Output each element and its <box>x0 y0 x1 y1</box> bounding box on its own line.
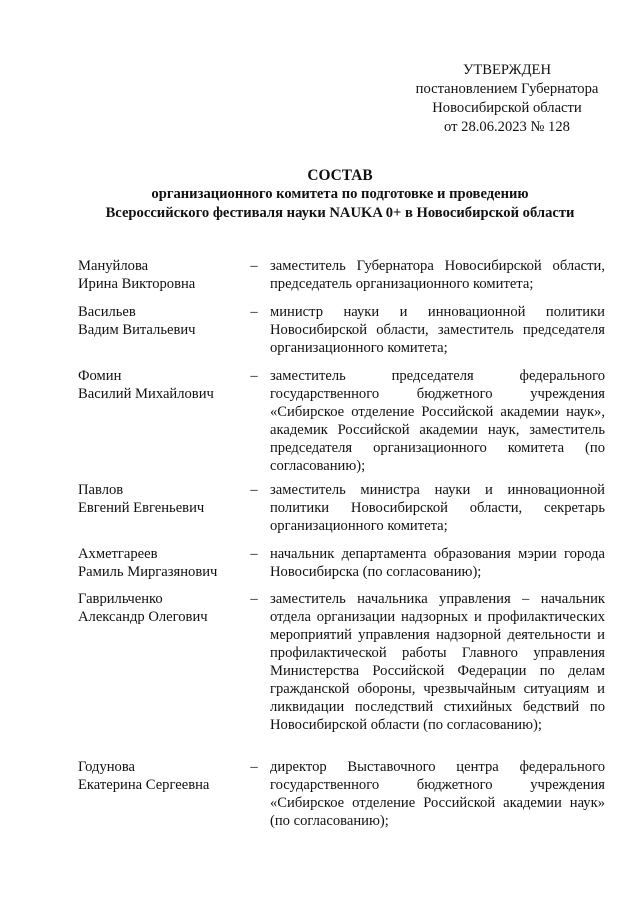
approval-line-2: постановлением Губернатора <box>415 81 599 97</box>
member-role: начальник департамента образования мэрии города Новосибирска (по согласованию); <box>270 546 605 580</box>
member-dash: – <box>250 759 258 775</box>
member-surname: Ахметгареев <box>78 546 158 562</box>
member-dash: – <box>250 304 258 320</box>
member-name <box>78 758 238 794</box>
approval-line-3: Новосибирской области <box>432 100 582 116</box>
member-surname: Мануйлова <box>78 258 149 274</box>
member-name <box>78 367 238 403</box>
member-dash: – <box>250 258 258 274</box>
member-role: министр науки и инновационной политики Новосибирской области, заместитель председателя организационного комитета; <box>270 304 605 356</box>
member-name <box>78 590 238 626</box>
member-surname: Павлов <box>78 482 124 498</box>
member-surname: Фомин <box>78 368 122 384</box>
member-role: заместитель председателя федерального государственного бюджетного учреждения «Сибирское отделение Российской академии наук», академик Российской академии наук, заместитель председателя организационного комитета (по согласованию); <box>270 368 605 474</box>
member-name <box>78 545 238 581</box>
member-given-name: Ирина Викторовна <box>78 276 196 292</box>
title-subtitle-1: организационного комитета по подготовке и проведению <box>151 186 529 202</box>
member-surname: Годунова <box>78 759 136 775</box>
member-given-name: Екатерина Сергеевна <box>78 777 210 793</box>
member-role: заместитель Губернатора Новосибирской области, председатель организационного комитета; <box>270 258 605 292</box>
approval-line-4: от 28.06.2023 № 128 <box>444 119 570 135</box>
document-title <box>40 166 640 223</box>
member-dash: – <box>250 482 258 498</box>
member-given-name: Вадим Витальевич <box>78 322 196 338</box>
member-name <box>78 257 238 293</box>
member-surname: Васильев <box>78 304 136 320</box>
title-subtitle-2: Всероссийского фестиваля науки NAUKA 0+ в Новосибирской области <box>105 205 575 221</box>
member-role: директор Выставочного центра федерального государственного бюджетного учреждения «Сибирское отделение Российской академии наук» (по согласованию); <box>270 759 605 829</box>
member-given-name: Евгений Евгеньевич <box>78 500 205 516</box>
member-dash: – <box>250 368 258 384</box>
member-role: заместитель министра науки и инновационной политики Новосибирской области, секретарь организационного комитета; <box>270 482 605 534</box>
member-surname: Гаврильченко <box>78 591 163 607</box>
member-dash: – <box>250 546 258 562</box>
member-dash: – <box>250 591 258 607</box>
approval-line-1: УТВЕРЖДЕН <box>463 62 551 78</box>
member-name <box>78 303 238 339</box>
member-given-name: Александр Олегович <box>78 609 208 625</box>
member-given-name: Рамиль Миргазянович <box>78 564 218 580</box>
member-role: заместитель начальника управления – начальник отдела организации надзорных и профилактических мероприятий управления надзорной деятельности и профилактической работы Главного управления Министерства Российской Федерации по делам гражданской обороны, чрезвычайным ситуациям и ликвидации последствий стихийных бедствий по Новосибирской области (по согласованию); <box>270 591 605 733</box>
member-name <box>78 481 238 517</box>
member-given-name: Василий Михайлович <box>78 386 214 402</box>
approval-stamp <box>400 61 614 137</box>
title-heading: СОСТАВ <box>307 167 373 184</box>
